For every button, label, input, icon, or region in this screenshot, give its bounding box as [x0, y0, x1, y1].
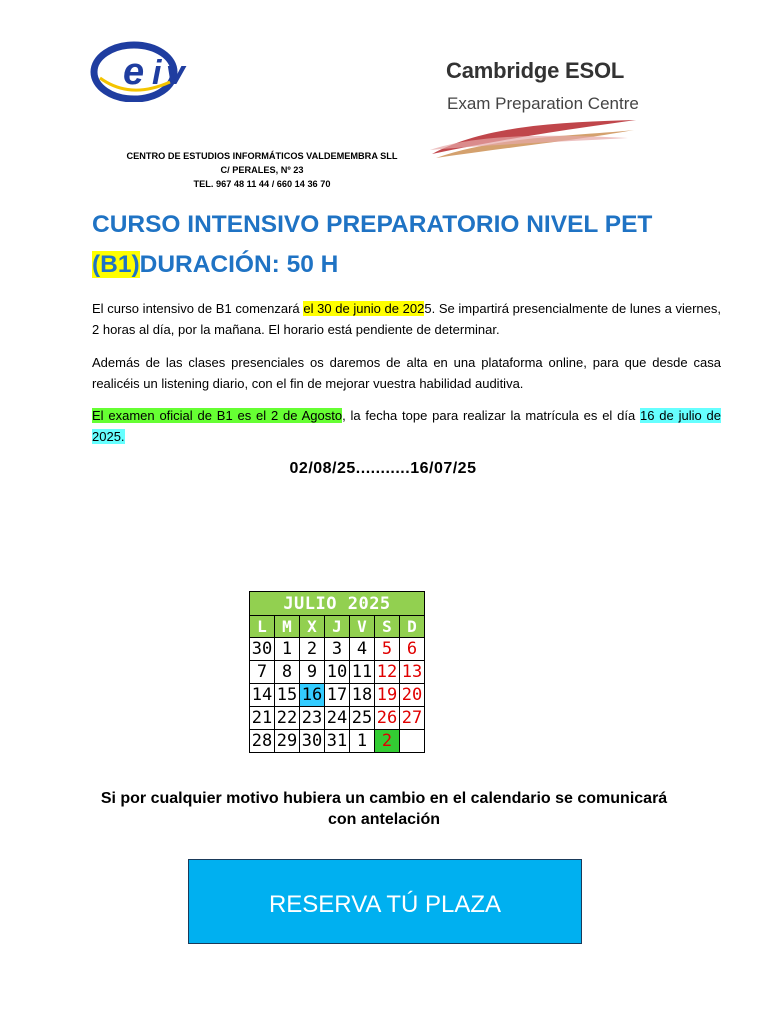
address-line-street: C/ PERALES, Nº 23 — [220, 165, 304, 175]
calendar-week-row — [250, 730, 425, 753]
calendar-day: 1 — [350, 730, 375, 753]
calendar-day: 5 — [375, 638, 400, 661]
cambridge-logo-subtitle: Exam Preparation Centre — [447, 94, 639, 113]
key-dates-line — [0, 460, 768, 478]
calendar-day: 9 — [300, 661, 325, 684]
calendar-day: 12 — [375, 661, 400, 684]
calendar-day: 27 — [400, 707, 425, 730]
svg-text:e: e — [123, 51, 145, 93]
address-line-phone: TEL. 967 48 11 44 / 660 14 36 70 — [193, 179, 331, 189]
calendar-week-row — [250, 638, 425, 661]
change-notice — [0, 788, 768, 830]
heading-level-highlight: (B1) — [92, 251, 140, 278]
calendar-day: 21 — [250, 707, 275, 730]
calendar-day: 4 — [350, 638, 375, 661]
heading-duration: DURACIÓN: 50 H — [139, 251, 339, 278]
calendar-weekday: M — [275, 616, 300, 638]
calendar-day: 30 — [300, 730, 325, 753]
notice-line-1: Si por cualquier motivo hubiera un cambio en el calendario se comunicará — [100, 790, 668, 807]
p1-text-a: El curso intensivo de B1 comenzará — [92, 301, 304, 316]
calendar-day: 18 — [350, 684, 375, 707]
ceiv-logo-graphic — [90, 38, 208, 102]
calendar-day: 28 — [250, 730, 275, 753]
paragraph-start-date — [92, 298, 721, 340]
calendar-day: 11 — [350, 661, 375, 684]
calendar-week-row — [250, 661, 425, 684]
p3-text: , la fecha tope para realizar la matrícula es el día — [342, 408, 641, 423]
calendar-weekday: J — [325, 616, 350, 638]
calendar-day: 22 — [275, 707, 300, 730]
course-heading — [92, 205, 732, 285]
calendar-weekdays — [250, 616, 425, 638]
calendar-day: 1 — [275, 638, 300, 661]
p3-exam-date-highlight: El examen oficial de B1 es el 2 de Agosto — [92, 408, 343, 423]
calendar-day: 17 — [325, 684, 350, 707]
calendar-day: 15 — [275, 684, 300, 707]
calendar-weekday: X — [300, 616, 325, 638]
p1-text-b: 5. Se impartirá presencialmente de lunes a viernes, 2 horas al día, por la mañana. El horario está pendiente de determinar. — [92, 301, 722, 337]
notice-line-2: con antelación — [327, 811, 441, 828]
calendar-weekday: L — [250, 616, 275, 638]
address-block — [112, 149, 412, 191]
calendar-day: 29 — [275, 730, 300, 753]
heading-title: CURSO INTENSIVO PREPARATORIO NIVEL PET — [92, 211, 653, 238]
calendar-day: 7 — [250, 661, 275, 684]
svg-text:i: i — [152, 54, 162, 92]
calendar-day: 3 — [325, 638, 350, 661]
calendar-day: 8 — [275, 661, 300, 684]
calendar-day: 26 — [375, 707, 400, 730]
paragraph-exam-date — [92, 405, 721, 447]
svg-text:v: v — [166, 54, 185, 92]
calendar-week-row — [250, 684, 425, 707]
calendar-day-exam: 2 — [375, 730, 400, 753]
key-dates-text: 02/08/25...........16/07/25 — [289, 460, 477, 477]
paragraph-online-platform: Además de las clases presenciales os daremos de alta en una plataforma online, para que desde casa realicéis un listening diario, con el fin de mejorar vuestra habilidad auditiva. — [92, 355, 721, 391]
cambridge-logo-title: Cambridge ESOL — [446, 58, 625, 83]
calendar-day: 31 — [325, 730, 350, 753]
reserve-seat-button[interactable]: RESERVA TÚ PLAZA — [188, 859, 582, 944]
calendar-day — [400, 730, 425, 753]
calendar-day: 24 — [325, 707, 350, 730]
calendar-week-row — [250, 707, 425, 730]
cambridge-swoosh-graphic — [428, 114, 640, 162]
calendar-weekday: V — [350, 616, 375, 638]
calendar-day: 19 — [375, 684, 400, 707]
p1-start-date-highlight: el 30 de junio de 202 — [303, 301, 425, 316]
calendar-weekday: S — [375, 616, 400, 638]
calendar-day: 10 — [325, 661, 350, 684]
calendar-title: JULIO 2025 — [250, 592, 425, 616]
calendar-day: 6 — [400, 638, 425, 661]
calendar-day: 14 — [250, 684, 275, 707]
calendar-day: 25 — [350, 707, 375, 730]
calendar-weekday: D — [400, 616, 425, 638]
address-line-company: CENTRO DE ESTUDIOS INFORMÁTICOS VALDEMEMBRA SLL — [126, 151, 398, 161]
calendar-day: 20 — [400, 684, 425, 707]
calendar-day: 30 — [250, 638, 275, 661]
calendar-days — [250, 638, 425, 753]
calendar-day: 2 — [300, 638, 325, 661]
calendar-day-deadline: 16 — [300, 684, 325, 707]
ceiv-logo — [90, 38, 208, 102]
calendar-day: 13 — [400, 661, 425, 684]
cambridge-esol-logo — [428, 58, 640, 162]
calendar-day: 23 — [300, 707, 325, 730]
july-calendar — [249, 591, 425, 753]
p3-deadline-highlight: 16 de julio de 2025. — [92, 408, 721, 444]
